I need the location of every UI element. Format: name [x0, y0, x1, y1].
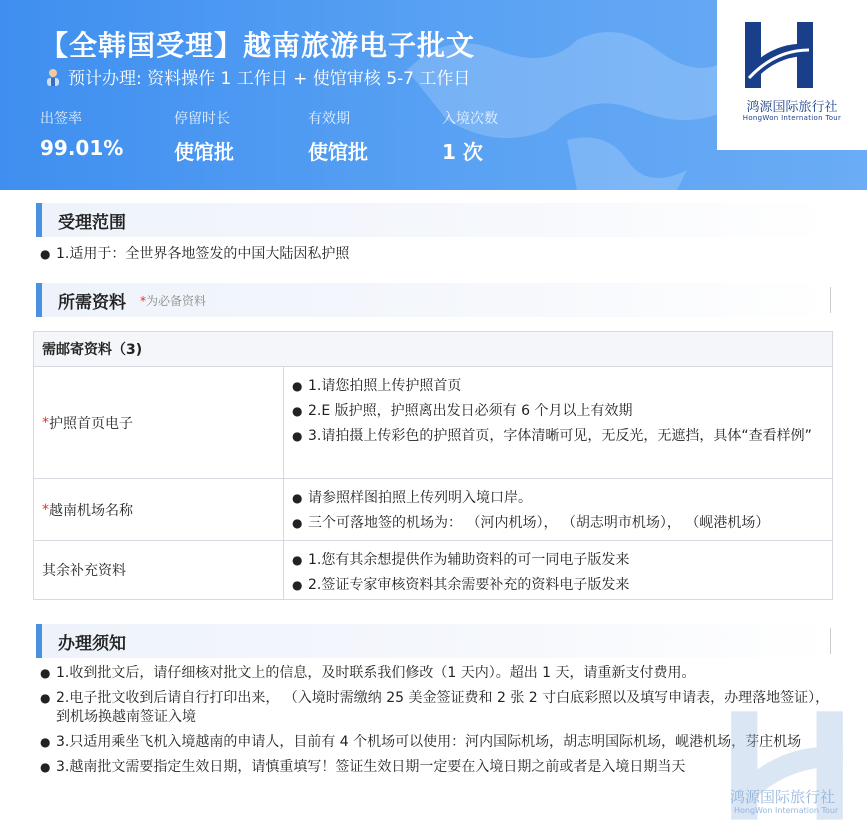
list-item: ● 三个可落地签的机场为： （河内机场）， （胡志明市机场）， （岘港机场）: [292, 515, 770, 531]
list-item: ● 1.收到批文后，请仔细核对批文上的信息，及时联系我们修改（1 天内）。超出 1 天，请重新支付费用。: [40, 665, 696, 681]
section-divider: [830, 628, 831, 654]
bullet-icon: ●: [40, 666, 51, 680]
bullet-icon: ●: [40, 735, 51, 749]
table-header: 需邮寄资料（3): [34, 332, 832, 367]
row-content: [284, 541, 832, 599]
bullet-icon: ●: [292, 578, 303, 592]
table-row: [34, 479, 832, 541]
person-icon: [44, 68, 62, 86]
bullet-icon: ●: [40, 760, 51, 774]
list-item: ● 3.只适用乘坐飞机入境越南的申请人，目前有 4 个机场可以使用：河内国际机场，胡志明国际机场，岘港机场，芽庄机场: [40, 734, 802, 750]
section-notice-header: 办理须知: [36, 624, 831, 658]
section-divider: [830, 287, 831, 313]
row-label: 其余补充资料: [34, 541, 284, 599]
section-materials-header: 所需资料 *为必备资料: [36, 283, 831, 317]
bullet-icon: ●: [292, 516, 303, 530]
required-note: *为必备资料: [140, 293, 207, 308]
bullet-icon: ●: [292, 404, 303, 418]
row-content: [284, 479, 832, 540]
list-item: ● 请参照样图拍照上传列明入境口岸。: [292, 490, 532, 506]
stat-validity: 有效期 使馆批: [308, 111, 368, 164]
bullet-icon: ●: [292, 429, 303, 443]
page-title: 【全韩国受理】越南旅游电子批文: [40, 29, 476, 62]
list-item: ● 1.您有其余想提供作为辅助资料的可一同电子版发来: [292, 552, 630, 568]
row-label: * 越南机场名称: [34, 479, 284, 540]
stat-approval-rate: 出签率 99.01%: [40, 111, 124, 160]
stat-stay-duration: 停留时长 使馆批: [174, 111, 234, 164]
row-content: [284, 367, 832, 478]
materials-table: [33, 331, 833, 600]
logo-english-name: HongWon Internation Tour: [742, 114, 842, 122]
list-item: ● 3.越南批文需要指定生效日期，请慎重填写！签证生效日期一定要在入境日期之前或者是入境日期当天: [40, 759, 686, 775]
table-row: [34, 541, 832, 599]
list-item: ● 2.签证专家审核资料其余需要补充的资料电子版发来: [292, 577, 630, 593]
list-item: ● 1.请您拍照上传护照首页: [292, 378, 462, 394]
watermark-name: 鸿源国际旅行社: [730, 788, 836, 806]
row-label: * 护照首页电子: [34, 367, 284, 478]
notice-list: [40, 664, 830, 783]
section-scope-header: 受理范围: [36, 203, 831, 237]
logo-name: 鸿源国际旅行社: [746, 100, 838, 115]
list-item: ● 2.电子批文收到后请自行打印出来， （入境时需缴纳 25 美金签证费和 2 张 2 寸白底彩照以及填写申请表，办理落地签证），到机场换越南签证入境: [40, 690, 830, 725]
company-logo: [717, 0, 867, 150]
list-item: ● 3.请拍摄上传彩色的护照首页，字体清晰可见，无反光，无遮挡，具体“查看样例”: [292, 428, 812, 444]
bullet-icon: ●: [292, 553, 303, 567]
processing-time-text: 预计办理: 资料操作 1 工作日 + 使馆审核 5-7 工作日: [68, 69, 471, 89]
h-logo-icon: [743, 20, 815, 90]
bullet-icon: ●: [292, 491, 303, 505]
visa-stats: [40, 108, 576, 165]
processing-time: [44, 64, 470, 89]
bullet-icon: ●: [292, 379, 303, 393]
stat-entries: 入境次数 1 次: [442, 111, 498, 164]
list-item: ● 2.E 版护照，护照离出发日必须有 6 个月以上有效期: [292, 403, 633, 419]
table-row: [34, 367, 832, 479]
bullet-icon: ●: [40, 691, 51, 705]
watermark-english-name: HongWon Internation Tour: [734, 806, 839, 815]
bullet-icon: ●: [40, 247, 51, 261]
scope-item: ● 1.适用于：全世界各地签发的中国大陆因私护照: [40, 246, 350, 262]
